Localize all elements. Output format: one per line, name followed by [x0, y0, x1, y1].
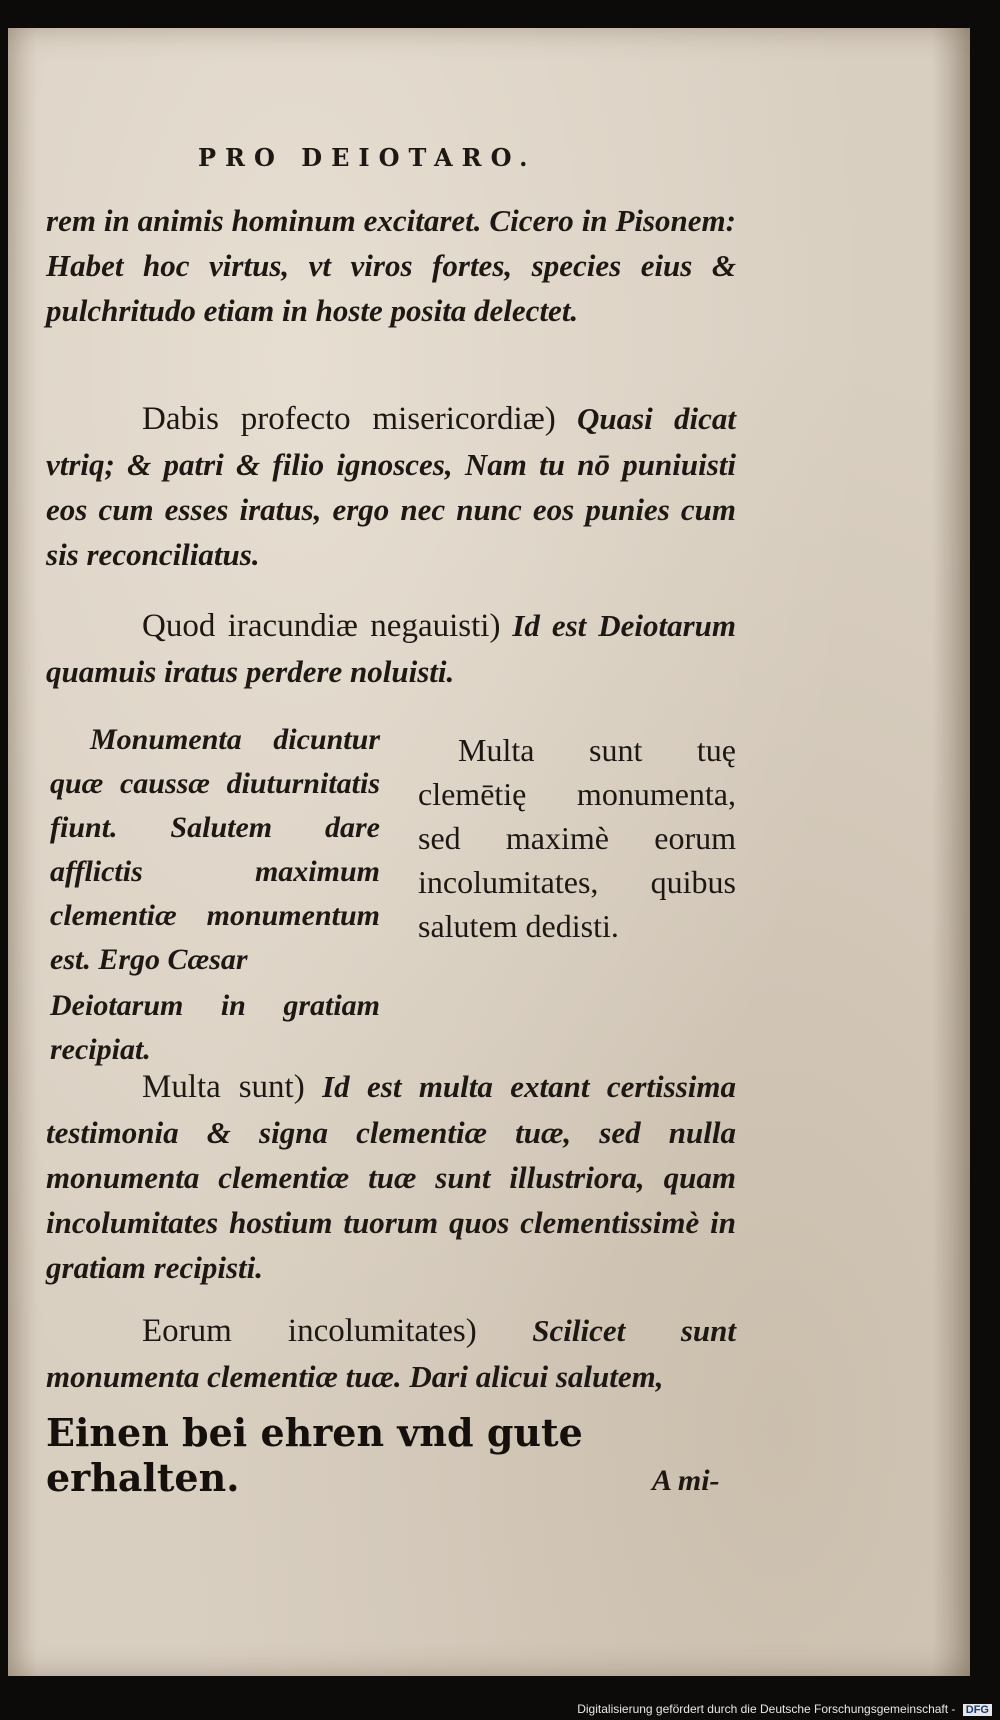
digitization-credit — [577, 1702, 992, 1716]
paragraph-2-text: Quasi dicat vtriq; & patri & filio ignosces, Nam tu nō puniuisti eos cum esses iratus, ergo nec nunc eos punies cum sis reconciliatus. — [46, 401, 737, 572]
paragraph-5-lemma: Eorum incolumitates) — [142, 1313, 477, 1349]
paragraph-4 — [46, 1064, 736, 1290]
side-note: Monumenta dicuntur quæ caussæ diuturnitatis fiunt. Salutem dare afflictis maximum clementiæ monumentum est. Ergo Cæsar — [50, 723, 380, 976]
paragraph-2 — [46, 396, 736, 577]
paragraph-3-lemma: Quod iracundiæ negauisti) — [142, 608, 501, 644]
paragraph-2-lemma: Dabis profecto misericordiæ) — [142, 401, 556, 437]
catchword: A mi- — [652, 1464, 720, 1497]
paragraph-5-text: Scilicet sunt monumenta clementiæ tuæ. Dari alicui salutem, — [46, 1313, 736, 1394]
paragraph-1-text: rem in animis hominum excitaret. Cicero in Pisonem: Habet hoc virtus, vt viros fortes, species eius & pulchritudo etiam in hoste posita delectet. — [46, 203, 736, 328]
paragraph-4-text: Id est multa extant certissima testimonia & signa clementiæ tuæ, sed nulla monumenta clementiæ tuæ sunt illustriora, quam incolumitates hostium tuorum quos clementissimè in gratiam recipisti. — [46, 1069, 737, 1285]
paragraph-3-text: Id est Deiotarum quamuis iratus perdere noluisti. — [46, 608, 736, 689]
credit-text: Digitalisierung gefördert durch die Deutsche Forschungsgemeinschaft - — [577, 1702, 956, 1716]
running-head: PRO DEIOTARO. — [198, 143, 537, 172]
paragraph-5 — [46, 1308, 736, 1399]
paragraph-3 — [46, 603, 736, 694]
dfg-logo: DFG — [963, 1704, 992, 1716]
book-page — [8, 28, 970, 1676]
german-gloss: Einen bei ehren vnd gute erhalten. — [46, 1410, 583, 1500]
side-note-tail: Deiotarum in gratiam recipiat. — [50, 989, 380, 1066]
paragraph-4-lemma: Multa sunt) — [142, 1069, 305, 1105]
paragraph-1 — [46, 198, 736, 333]
main-text-column: Multa sunt tuę clemētię monumenta, sed maximè eorum incolumitates, quibus salutem dedisti. — [418, 732, 736, 944]
